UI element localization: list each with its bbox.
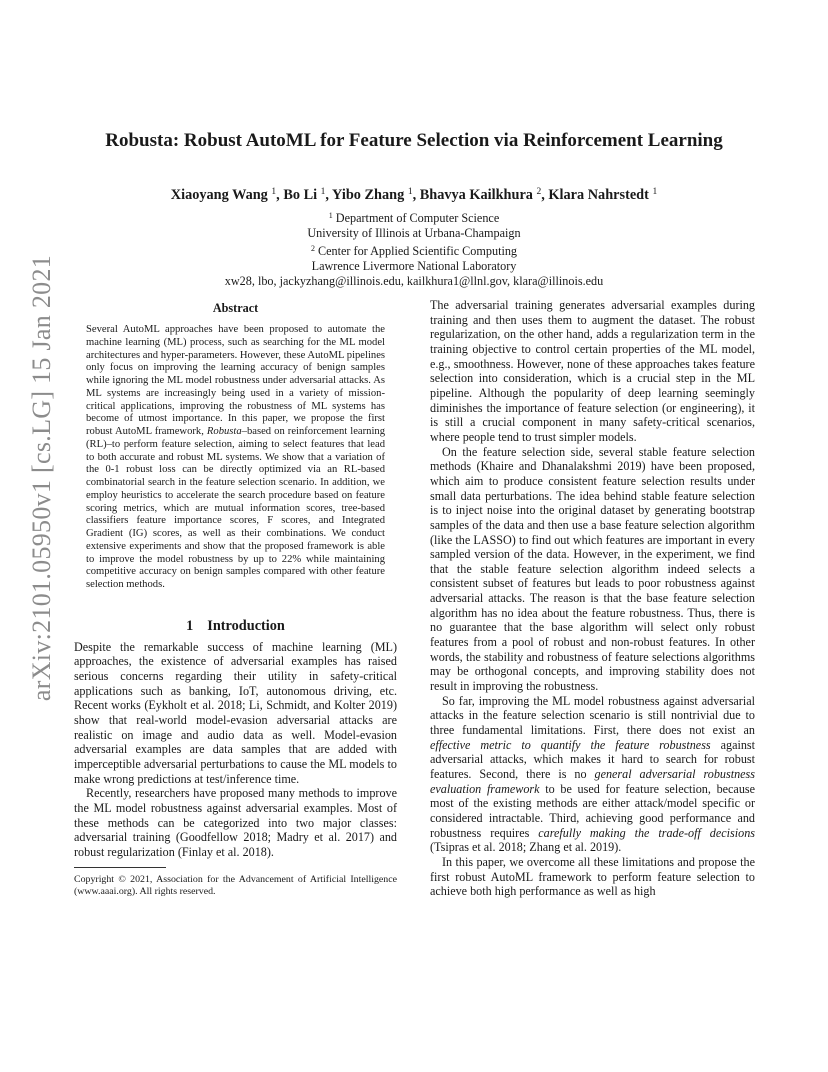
affiliation-1-dept: $^1$ Department of Computer Science xyxy=(328,211,500,225)
author-emails: xw28, lbo, jackyzhang@illinois.edu, kailkhura1@llnl.gov, klara@illinois.edu xyxy=(224,274,604,288)
copyright-footnote: Copyright © 2021, Association for the Advancement of Artificial Intelligence (www.aaai.org). All rights reserved. xyxy=(74,873,397,898)
affiliation-2-institution: Lawrence Livermore National Laboratory xyxy=(311,259,517,273)
abstract-heading: Abstract xyxy=(212,301,259,315)
author: Xiaoyang Wang $^1$, xyxy=(170,187,284,203)
body-paragraph: So far, improving the ML model robustness against adversarial attacks in the feature selection scenario is still nontrivial due to three fundamental limitations. First, there does not exist an effective metric to quantify the feature robustness against adversarial attacks, which makes it hard to search for robust features. Second, there is no general adversarial robustness evaluation framework to be used for feature selection, because most of the existing methods are either attack/model specific or considered intractable. Third, achieving good performance and robustness requires carefully making the trade-off decisions (Tsipras et al. 2018; Zhang et al. 2019). xyxy=(430,693,755,855)
arxiv-identifier-stamp: arXiv:2101.05950v1 [cs.LG] 15 Jan 2021 xyxy=(27,254,56,702)
body-paragraph: On the feature selection side, several stable feature selection methods (Khaire and Dhanalakshmi 2019) have been proposed, which aim to produce consistent feature selection results under small data perturbations. The idea behind stable feature selection is to inject noise into the original dataset by generating bootstrap samples of the data and then use a base feature selection algorithm (like the LASSO) to find out which features are important in every sampled version of the data. However, in the experiment, we find that the stable feature selection algorithm indeed selects a consistent subset of features but leads to poor robustness against adversarial attacks. The reason is that the base feature selection algorithm has no idea about the feature robustness. Thus, there is no guarantee that the base algorithm will select only robust features from a pool of robust and non-robust features. In other words, the stability and robustness of feature selections algorithms may be orthogonal concepts, and improving stability does not result in improving the robustness. xyxy=(430,444,755,694)
author: Klara Nahrstedt $^1$ xyxy=(548,187,658,203)
intro-paragraph: Despite the remarkable success of machine learning (ML) approaches, the existence of adversarial examples has raised serious concerns regarding their utility in safety-critical applications such as banking, IoT, autonomous driving, etc. Recent works (Eykholt et al. 2018; Li, Schmidt, and Kolter 2019) show that real-world model-evasion adversarial attacks are realistic on image and audio data as well. Model-evasion adversarial examples are data samples that are added with imperceptible adversarial perturbations to cause the ML models to make wrong predictions at test/inference time. xyxy=(74,639,397,786)
affiliations xyxy=(0,208,828,289)
section-heading-introduction: 1 Introduction xyxy=(186,617,285,634)
right-column xyxy=(430,298,755,899)
abstract-text: Several AutoML approaches have been proposed to automate the machine learning (ML) process, such as searching for the ML model architectures and hyper-parameters. However, these AutoML pipelines only focus on improving the learning accuracy of benign samples while ignoring the ML model robustness under adversarial attacks. As ML systems are increasingly being used in a variety of mission-critical applications, improving the robustness of ML systems has become of utmost importance. In this paper, we propose the first robust AutoML framework, Robusta–based on reinforcement learning (RL)–to perform feature selection, aiming to select features that lead to both accurate and robust ML systems. We show that a variation of the 0-1 robust loss can be directly optimized via an RL-based combinatorial search in the feature selection scenario. In addition, we employ heuristics to accelerate the search procedure based on feature scoring metrics, which are mutual information scores, tree-based classifiers feature importance scores, F scores, and Integrated Gradient (IG) scores, as well as their combinations. We conduct extensive experiments and show that the proposed framework is able to improve the model robustness by up to 22% while maintaining competitive accuracy on benign samples compared with other feature selection methods. xyxy=(86,324,386,590)
body-paragraph: In this paper, we overcome all these limitations and propose the first robust AutoML framework to perform feature selection to achieve both high performance as well as high xyxy=(430,854,755,899)
author: Yibo Zhang $^1$, xyxy=(332,187,420,203)
paper-title: Robusta: Robust AutoML for Feature Selection via Reinforcement Learning xyxy=(105,130,723,151)
affiliation-2-dept: $^2$ Center for Applied Scientific Computing xyxy=(310,244,518,258)
footnote-divider xyxy=(74,867,166,868)
author-list xyxy=(0,187,828,204)
body-paragraph: The adversarial training generates adversarial examples during training and then uses them to augment the dataset. The robust regularization, on the other hand, adds a regularization term in the training objective to control certain properties of the ML model, e.g., smoothness. However, none of these approaches takes feature selection into consideration, which is a crucial step in the ML pipeline. Although the popularity of deep learning seemingly diminishes the importance of feature selection (or engineering), it is still a crucial component in many safety-critical scenarios, where people tend to trust simpler models. xyxy=(430,298,755,444)
author: Bhavya Kailkhura $^2$, xyxy=(419,187,549,203)
author: Bo Li $^1$, xyxy=(283,187,333,203)
left-column xyxy=(74,298,397,899)
affiliation-1-institution: University of Illinois at Urbana-Champaign xyxy=(307,226,521,240)
intro-paragraph: Recently, researchers have proposed many methods to improve the ML model robustness against adversarial examples. Most of these methods can be categorized into two major classes: adversarial training (Goodfellow 2018; Madry et al. 2017) and robust regularization (Finlay et al. 2018). xyxy=(74,786,397,859)
